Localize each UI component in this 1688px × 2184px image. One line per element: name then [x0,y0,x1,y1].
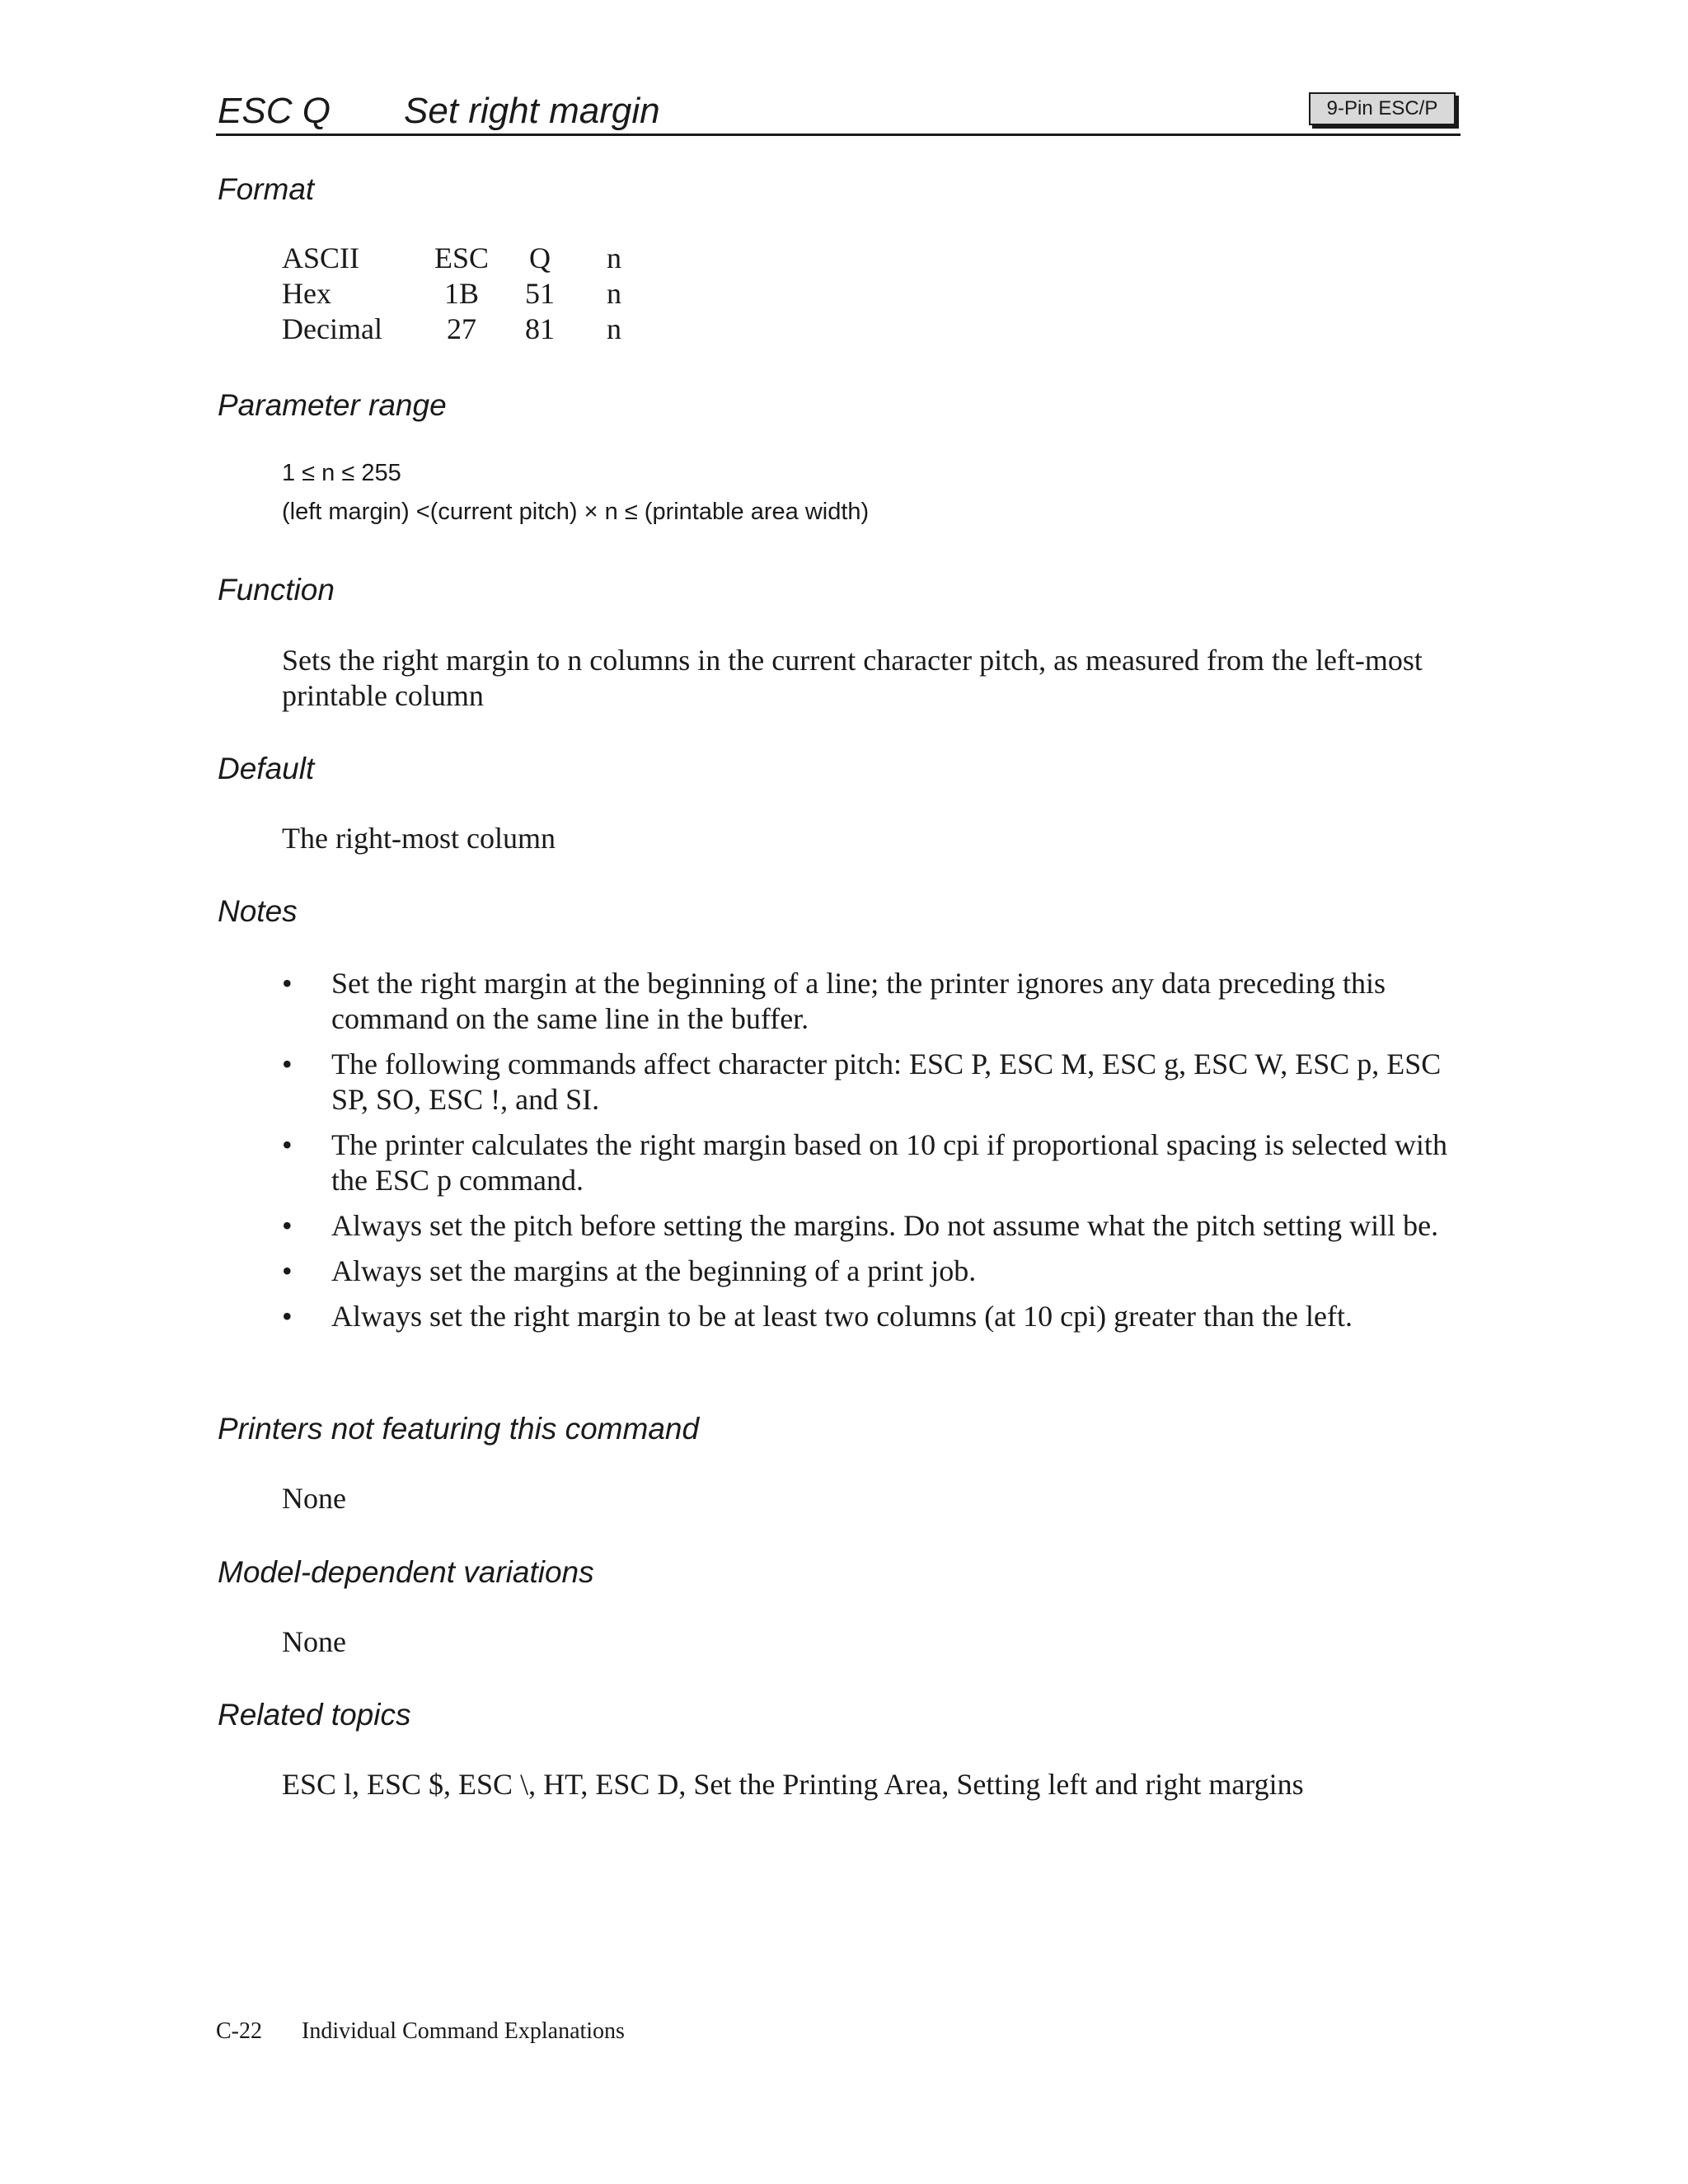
printers-not-featuring-heading: Printers not featuring this command [218,1412,700,1446]
format-esc-value: ESC [434,241,490,274]
printers-not-featuring-text: None [282,1482,346,1515]
format-row-ascii [282,241,651,276]
format-heading: Format [218,172,315,206]
default-heading: Default [218,752,315,785]
note-text: Always set the margins at the beginning of a print job. [331,1254,977,1287]
parameter-range-heading: Parameter range [218,388,447,422]
format-q-value: Q [529,241,551,274]
note-item [282,1127,1469,1198]
note-text: Always set the pitch before setting the margins. Do not assume what the pitch setting will be. [331,1209,1439,1242]
format-n-value: n [607,241,621,274]
function-heading: Function [218,573,335,607]
note-text: The printer calculates the right margin based on 10 cpi if proportional spacing is selected with the ESC p command. [331,1128,1447,1197]
command-name: ESC Q [218,91,331,131]
related-topics-heading: Related topics [218,1698,411,1732]
header-rule [216,134,1461,136]
bullet-icon: • [282,1128,293,1161]
format-q-value: 51 [525,277,555,310]
model-dependent-heading: Model-dependent variations [218,1555,594,1589]
footer-page-number: C-22 [216,2018,262,2044]
note-item [282,1299,1469,1334]
parameter-range-line: 1 ≤ n ≤ 255 [282,460,401,486]
note-item [282,1254,1469,1289]
bullet-icon: • [282,967,293,1000]
default-text: The right-most column [282,822,556,855]
format-label: Decimal [282,312,382,345]
format-esc-value: 1B [443,277,479,310]
related-topics-text: ESC l, ESC $, ESC \, HT, ESC D, Set the Printing Area, Setting left and right margins [282,1768,1304,1801]
format-label: ASCII [282,241,360,274]
note-item [282,966,1469,1037]
model-dependent-text: None [282,1625,346,1658]
bullet-icon: • [282,1047,293,1080]
format-n-value: n [607,277,621,310]
footer-section-title: Individual Command Explanations [302,2018,625,2044]
notes-heading: Notes [218,894,298,928]
format-q-value: 81 [525,312,555,345]
format-esc-value: 27 [447,312,476,345]
bullet-icon: • [282,1254,293,1287]
page-title: Set right margin [404,91,660,131]
format-row-hex [282,276,651,312]
format-table [282,241,651,347]
note-item [282,1047,1469,1118]
format-n-value: n [607,312,621,345]
format-row-decimal [282,312,651,347]
bullet-icon: • [282,1300,293,1333]
printer-type-badge: 9-Pin ESC/P [1309,92,1456,125]
parameter-range-line: (left margin) <(current pitch) × n ≤ (printable area width) [282,499,870,525]
bullet-icon: • [282,1209,293,1242]
note-text: Set the right margin at the beginning of a line; the printer ignores any data preceding this command on the same line in the buffer. [331,967,1386,1035]
format-label: Hex [282,277,331,310]
notes-list [282,966,1469,1344]
note-item [282,1208,1469,1244]
note-text: Always set the right margin to be at least two columns (at 10 cpi) greater than the left. [331,1300,1353,1333]
note-text: The following commands affect character pitch: ESC P, ESC M, ESC g, ESC W, ESC p, ESC SP, SO, ESC !, and SI. [331,1047,1442,1116]
function-text: Sets the right margin to n columns in the current character pitch, as measured from the left-most printable column [282,644,1423,712]
